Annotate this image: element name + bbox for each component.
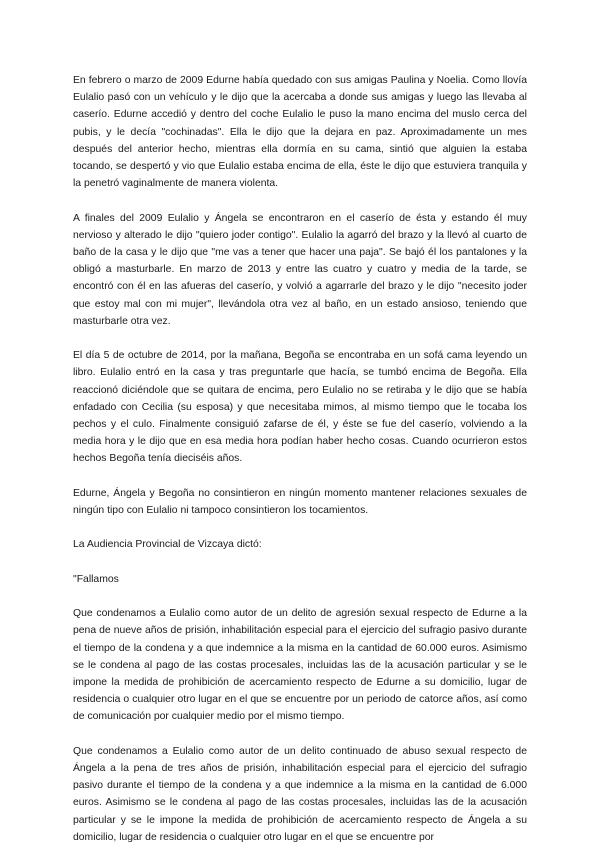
paragraph-fallamos: "Fallamos (73, 573, 119, 585)
paragraph-no-consent: Edurne, Ángela y Begoña no consintieron en ningún momento mantener relaciones sexuales de ningún tipo con Eulalio ni tampoco consintieron los tocamientos. (73, 487, 527, 517)
paragraph-sentence-angela: Que condenamos a Eulalio como autor de un delito continuado de abuso sexual respecto de Ángela a la pena de tres años de prisión, inhabilitación especial para el ejercicio del sufragio pasivo durante el tiempo de la condena y a que indemnice a la misma en la cantidad de 6.000 euros. Asimismo se le condena al pago de las costas procesales, incluidas las de la acusación particular y se le impone la medida de prohibición de acercamiento respecto de Ángela a su domicilio, lugar de residencia o cualquier otro lugar en el que se encuentre por (73, 745, 527, 843)
paragraph-sentence-edurne: Que condenamos a Eulalio como autor de un delito de agresión sexual respecto de Edurne a la pena de nueve años de prisión, inhabilitación especial para el ejercicio del sufragio pasivo durante el tiempo de la condena y a que indemnice a la misma en la cantidad de 60.000 euros. Asimismo se le condena al pago de las costas procesales, incluidas las de la acusación particular y se le impone la medida de prohibición de acercamiento respecto de Edurne a su domicilio, lugar de residencia o cualquier otro lugar en el que se encuentre por un periodo de catorce años, así como de comunicación por cualquier medio por el mismo tiempo. (73, 608, 527, 723)
paragraph-court-intro: La Audiencia Provincial de Vizcaya dictó: (73, 539, 262, 551)
paragraph-angela-facts: A finales del 2009 Eulalio y Ángela se encontraron en el caserío de ésta y estando él muy nervioso y alterado le dijo "quiero joder contigo". Eulalio la agarró del brazo y la llevó al cuarto de baño de la casa y le dijo que "me vas a tener que hacer una paja". Se bajó él los pantalones y la obligó a masturbarle. En marzo de 2013 y entre las cuatro y cuatro y media de la tarde, se encontró con él en las afueras del caserío, y volvió a agarrarle del brazo y le dijo "necesito joder que estoy mal con mi mujer", llevándola otra vez al baño, en un estado ansioso, teniendo que masturbarle otra vez. (73, 212, 527, 327)
paragraph-begona-facts: El día 5 de octubre de 2014, por la mañana, Begoña se encontraba en un sofá cama leyendo un libro. Eulalio entró en la casa y tras preguntarle que hacía, se tumbó encima de Begoña. Ella reaccionó diciéndole que se quitara de encima, pero Eulalio no se retiraba y le dijo que se había enfadado con Cecilia (su esposa) y que necesitaba mimos, al mismo tiempo que le tocaba los pechos y el culo. Finalmente consiguió zafarse de él, y éste se fue del caserío, volviendo a la media hora y le dijo que en esa media hora podían haber hecho cosas. Cuando ocurrieron estos hechos Begoña tenía dieciséis años. (73, 350, 527, 465)
paragraph-edurne-facts: En febrero o marzo de 2009 Edurne había quedado con sus amigas Paulina y Noelia. Como llovía Eulalio pasó con un vehículo y le dijo que la acercaba a donde sus amigas y luego las llevaba al caserío. Edurne accedió y dentro del coche Eulalio le puso la mano encima del muslo cerca del pubis, y le decía "cochinadas". Ella le dijo que la dejara en paz. Aproximadamente un mes después del anterior hecho, mientras ella dormía en su cama, sintió que alguien la estaba tocando, se despertó y vio que Eulalio estaba encima de ella, éste le dijo que estuviera tranquila y la penetró vaginalmente de manera violenta. (73, 75, 527, 190)
document-body (73, 72, 527, 863)
